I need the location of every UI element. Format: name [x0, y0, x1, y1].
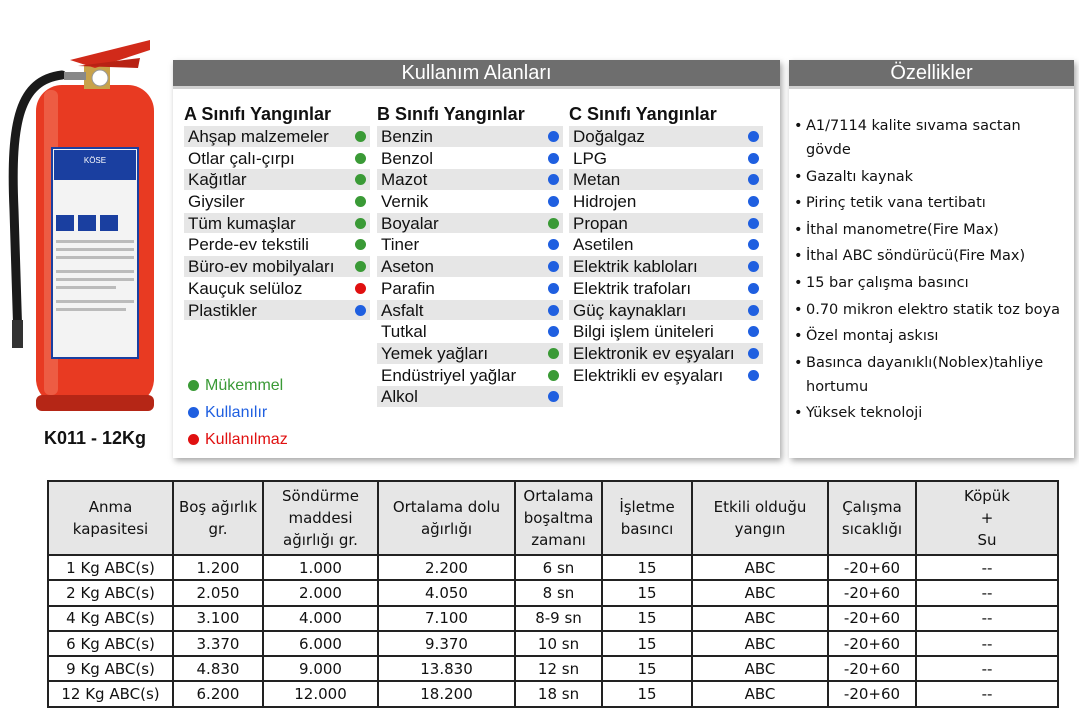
list-item-label: Plastikler — [188, 300, 257, 320]
legend-label: Kullanılır — [205, 403, 268, 421]
rating-dot-icon — [548, 283, 559, 294]
list-item — [569, 278, 763, 299]
list-item-label: Yemek yağları — [381, 343, 489, 363]
list-item-label: Propan — [573, 213, 628, 233]
rating-dot-icon — [355, 153, 366, 164]
fire-extinguisher-image — [0, 30, 170, 420]
table-cell: -- — [916, 631, 1058, 656]
table-cell: 15 — [602, 580, 692, 605]
list-item-label: Metan — [573, 170, 621, 190]
table-cell: -- — [916, 580, 1058, 605]
column-heading: A Sınıfı Yangınlar — [184, 104, 332, 124]
list-item — [377, 234, 563, 255]
feature-item: • Yüksek teknoloji — [794, 401, 1070, 425]
list-item — [377, 386, 563, 407]
features-panel-title: Özellikler — [789, 60, 1074, 89]
table-cell: 18.200 — [378, 681, 515, 706]
list-item-label: Aseton — [381, 257, 434, 277]
table-cell: 2 Kg ABC(s) — [48, 580, 173, 605]
rating-dot-icon — [355, 174, 366, 185]
list-item-label: Parafin — [381, 278, 435, 298]
list-item — [377, 126, 563, 147]
rating-dot-icon — [548, 174, 559, 185]
column-header: Söndürme maddesi ağırlığı gr. — [263, 481, 378, 555]
table-cell: 4 Kg ABC(s) — [48, 606, 173, 631]
table-row — [48, 681, 1058, 706]
rating-dot-icon — [748, 370, 759, 381]
rating-dot-icon — [548, 391, 559, 402]
table-cell: ABC — [692, 555, 828, 580]
table-cell: -20+60 — [828, 656, 916, 681]
table-cell: 6 Kg ABC(s) — [48, 631, 173, 656]
table-cell: 6.200 — [173, 681, 263, 706]
list-item-label: Bilgi işlem üniteleri — [573, 322, 714, 342]
column-header: Ortalama boşaltma zamanı — [515, 481, 602, 555]
table-cell: ABC — [692, 681, 828, 706]
list-item — [569, 321, 763, 342]
feature-item: • Pirinç tetik vana tertibatı — [794, 191, 1070, 215]
list-item-label: Endüstriyel yağlar — [381, 365, 517, 385]
usage-panel-title: Kullanım Alanları — [173, 60, 780, 89]
list-item — [184, 169, 370, 190]
list-item — [377, 213, 563, 234]
class-c-column — [569, 104, 763, 386]
legend-item-excellent — [188, 372, 288, 399]
rating-dot-icon — [748, 196, 759, 207]
rating-dot-icon — [355, 218, 366, 229]
rating-dot-icon — [548, 239, 559, 250]
table-header-row — [48, 481, 1058, 555]
table-cell: 3.100 — [173, 606, 263, 631]
table-cell: 6.000 — [263, 631, 378, 656]
list-item-label: Tiner — [381, 235, 420, 255]
rating-dot-icon — [748, 283, 759, 294]
list-item — [184, 256, 370, 277]
table-cell: 7.100 — [378, 606, 515, 631]
rating-dot-icon — [548, 348, 559, 359]
table-cell: 9.370 — [378, 631, 515, 656]
table-cell: -20+60 — [828, 555, 916, 580]
legend-dot-icon — [188, 380, 199, 391]
list-item-label: Elektrikli ev eşyaları — [573, 365, 724, 385]
column-header: Ortalama dolu ağırlığı — [378, 481, 515, 555]
feature-item: • 0.70 mikron elektro statik toz boya — [794, 298, 1070, 322]
list-item — [377, 278, 563, 299]
list-item-label: Boyalar — [381, 213, 439, 233]
rating-dot-icon — [748, 305, 759, 316]
rating-dot-icon — [748, 239, 759, 250]
table-cell: 15 — [602, 681, 692, 706]
list-item — [569, 300, 763, 321]
rating-dot-icon — [748, 348, 759, 359]
list-item-label: Otlar çalı-çırpı — [188, 148, 295, 168]
list-item — [569, 343, 763, 364]
table-cell: 3.370 — [173, 631, 263, 656]
list-item-label: Büro-ev mobilyaları — [188, 257, 335, 277]
list-item-label: Tüm kumaşlar — [188, 213, 296, 233]
rating-dot-icon — [548, 153, 559, 164]
column-header: Etkili olduğu yangın — [692, 481, 828, 555]
rating-dot-icon — [748, 261, 759, 272]
list-item — [569, 234, 763, 255]
list-item-label: Tutkal — [381, 322, 427, 342]
list-item-label: Alkol — [381, 387, 418, 407]
list-item — [569, 126, 763, 147]
legend-label: Mükemmel — [205, 376, 284, 394]
legend-dot-icon — [188, 434, 199, 445]
table-row — [48, 606, 1058, 631]
table-row — [48, 555, 1058, 580]
list-item-label: Elektrik trafoları — [573, 278, 692, 298]
list-item — [184, 213, 370, 234]
list-item — [569, 365, 763, 386]
list-item — [569, 213, 763, 234]
column-header: Köpük + Su — [916, 481, 1058, 555]
list-item — [377, 300, 563, 321]
rating-dot-icon — [548, 261, 559, 272]
table-cell: -- — [916, 656, 1058, 681]
column-header: Anma kapasitesi — [48, 481, 173, 555]
list-item-label: Benzol — [381, 148, 433, 168]
table-cell: 9.000 — [263, 656, 378, 681]
table-cell: 6 sn — [515, 555, 602, 580]
legend-dot-icon — [188, 407, 199, 418]
feature-item: • Gazaltı kaynak — [794, 165, 1070, 189]
list-item — [569, 148, 763, 169]
table-cell: 12.000 — [263, 681, 378, 706]
list-item-label: Elektronik ev eşyaları — [573, 343, 735, 363]
list-item — [377, 191, 563, 212]
list-item — [184, 300, 370, 321]
table-cell: ABC — [692, 580, 828, 605]
table-cell: 15 — [602, 631, 692, 656]
specs-table — [47, 480, 1059, 708]
rating-dot-icon — [548, 370, 559, 381]
column-heading: B Sınıfı Yangınlar — [377, 104, 525, 124]
feature-item: • Basınca dayanıklı(Noblex)tahliye hortumu — [794, 351, 1070, 399]
rating-dot-icon — [355, 283, 366, 294]
rating-dot-icon — [748, 153, 759, 164]
rating-dot-icon — [748, 174, 759, 185]
table-cell: 4.000 — [263, 606, 378, 631]
list-item — [569, 169, 763, 190]
list-item-label: LPG — [573, 148, 608, 168]
table-cell: 15 — [602, 606, 692, 631]
features-list — [794, 114, 1070, 428]
rating-dot-icon — [748, 131, 759, 142]
class-b-column — [377, 104, 563, 408]
list-item — [377, 321, 563, 342]
list-item-label: Elektrik kabloları — [573, 257, 698, 277]
rating-dot-icon — [548, 218, 559, 229]
class-a-column — [184, 104, 370, 321]
list-item — [184, 278, 370, 299]
rating-dot-icon — [355, 305, 366, 316]
list-item-label: Vernik — [381, 192, 429, 212]
table-cell: 2.000 — [263, 580, 378, 605]
table-cell: 12 Kg ABC(s) — [48, 681, 173, 706]
table-cell: ABC — [692, 656, 828, 681]
cylinder-badge: KÖSE — [83, 156, 107, 165]
rating-dot-icon — [355, 131, 366, 142]
feature-item: • Özel montaj askısı — [794, 324, 1070, 348]
table-cell: 4.050 — [378, 580, 515, 605]
table-cell: 15 — [602, 555, 692, 580]
table-cell: -- — [916, 555, 1058, 580]
list-item — [569, 191, 763, 212]
list-item-label: Benzin — [381, 127, 433, 146]
feature-item: • İthal ABC söndürücü(Fire Max) — [794, 244, 1070, 268]
list-item-label: Asetilen — [573, 235, 634, 255]
list-item-label: Kauçuk selüloz — [188, 278, 303, 298]
table-cell: 1.000 — [263, 555, 378, 580]
rating-dot-icon — [548, 326, 559, 337]
legend-item-unusable — [188, 426, 288, 453]
usage-areas-panel — [173, 60, 780, 458]
table-cell: 9 Kg ABC(s) — [48, 656, 173, 681]
table-cell: 18 sn — [515, 681, 602, 706]
table-cell: 1.200 — [173, 555, 263, 580]
list-item-label: Güç kaynakları — [573, 300, 687, 320]
rating-dot-icon — [548, 131, 559, 142]
feature-item: • İthal manometre(Fire Max) — [794, 218, 1070, 242]
legend-item-usable — [188, 399, 288, 426]
table-cell: -20+60 — [828, 580, 916, 605]
table-row — [48, 631, 1058, 656]
column-header: Çalışma sıcaklığı — [828, 481, 916, 555]
table-cell: 8 sn — [515, 580, 602, 605]
rating-dot-icon — [355, 196, 366, 207]
list-item — [377, 365, 563, 386]
legend — [188, 372, 288, 453]
table-cell: -20+60 — [828, 681, 916, 706]
feature-item: • 15 bar çalışma basıncı — [794, 271, 1070, 295]
table-cell: 15 — [602, 656, 692, 681]
table-cell: ABC — [692, 631, 828, 656]
table-row — [48, 580, 1058, 605]
list-item — [184, 234, 370, 255]
rating-dot-icon — [548, 305, 559, 316]
list-item — [377, 169, 563, 190]
list-item-label: Perde-ev tekstili — [188, 235, 309, 255]
rating-dot-icon — [355, 239, 366, 250]
column-heading: C Sınıfı Yangınlar — [569, 104, 717, 124]
table-cell: -- — [916, 681, 1058, 706]
rating-dot-icon — [548, 196, 559, 207]
list-item-label: Kağıtlar — [188, 170, 247, 190]
list-item — [377, 256, 563, 277]
table-cell: -20+60 — [828, 631, 916, 656]
legend-label: Kullanılmaz — [205, 430, 288, 448]
table-cell: 8-9 sn — [515, 606, 602, 631]
table-cell: -- — [916, 606, 1058, 631]
rating-dot-icon — [748, 326, 759, 337]
list-item-label: Ahşap malzemeler — [188, 127, 329, 146]
list-item-label: Asfalt — [381, 300, 424, 320]
list-item — [184, 126, 370, 147]
table-cell: ABC — [692, 606, 828, 631]
list-item-label: Hidrojen — [573, 192, 637, 212]
list-item-label: Doğalgaz — [573, 127, 645, 146]
table-cell: 2.050 — [173, 580, 263, 605]
list-item — [377, 148, 563, 169]
table-cell: 13.830 — [378, 656, 515, 681]
table-cell: 4.830 — [173, 656, 263, 681]
list-item — [569, 256, 763, 277]
features-panel — [789, 60, 1074, 458]
table-cell: 12 sn — [515, 656, 602, 681]
column-header: Boş ağırlık gr. — [173, 481, 263, 555]
list-item-label: Mazot — [381, 170, 428, 190]
table-cell: 2.200 — [378, 555, 515, 580]
product-label: K011 - 12Kg — [44, 428, 147, 448]
column-header: İşletme basıncı — [602, 481, 692, 555]
list-item — [184, 191, 370, 212]
list-item — [184, 148, 370, 169]
rating-dot-icon — [748, 218, 759, 229]
table-cell: -20+60 — [828, 606, 916, 631]
table-cell: 10 sn — [515, 631, 602, 656]
rating-dot-icon — [355, 261, 366, 272]
feature-item: • A1/7114 kalite sıvama sactan gövde — [794, 114, 1070, 162]
table-row — [48, 656, 1058, 681]
list-item-label: Giysiler — [188, 192, 245, 212]
table-cell: 1 Kg ABC(s) — [48, 555, 173, 580]
list-item — [377, 343, 563, 364]
